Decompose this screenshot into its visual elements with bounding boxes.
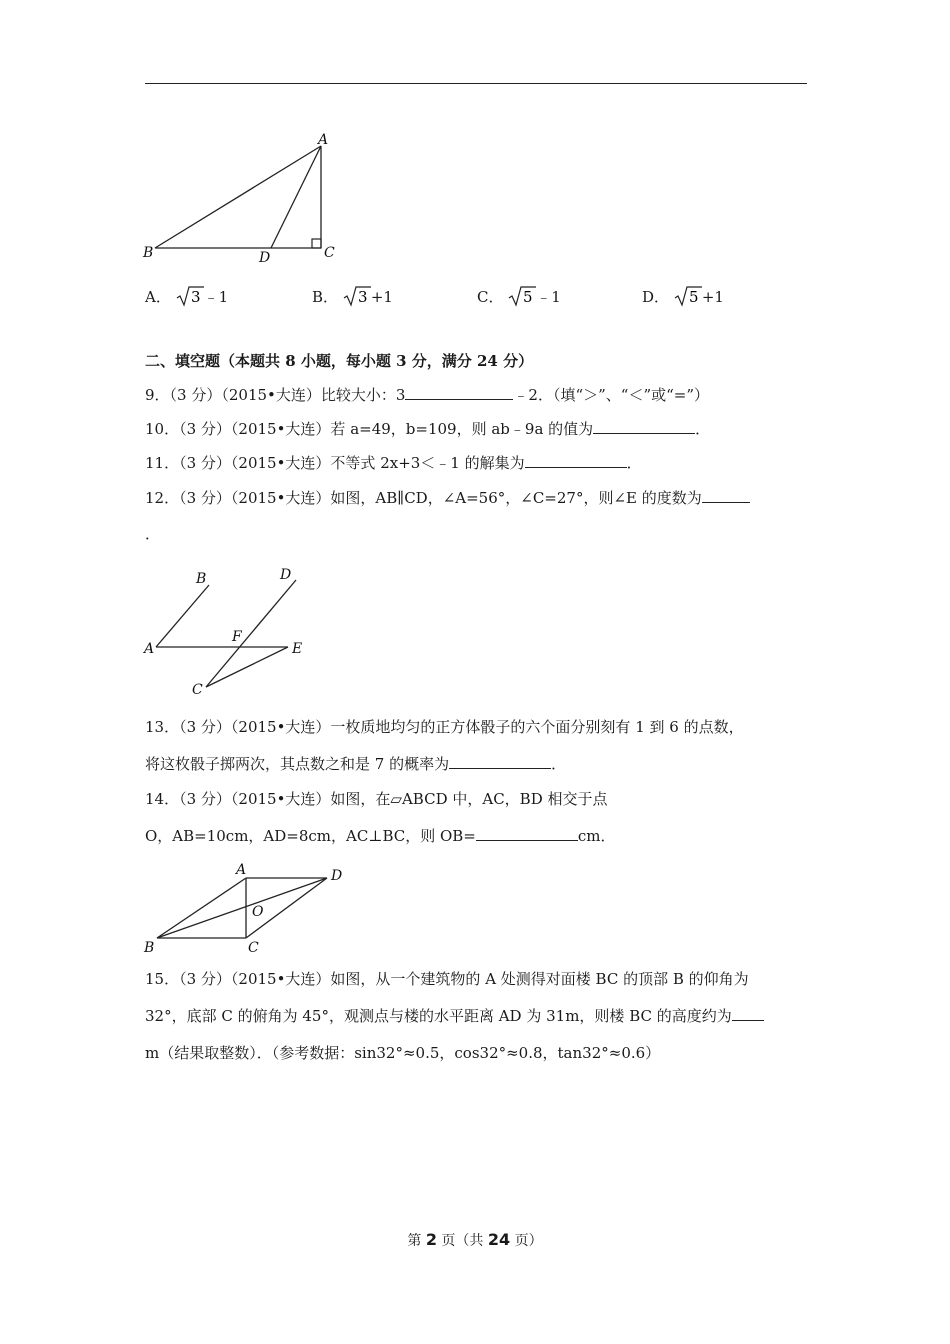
page-total: 24 <box>487 1230 511 1249</box>
label-B: B <box>144 940 155 956</box>
sqrt-icon <box>508 285 536 311</box>
label-C: C <box>248 940 259 956</box>
answer-blank <box>732 1006 764 1021</box>
label-F: F <box>232 629 242 645</box>
label-B: B <box>143 245 154 261</box>
question-10: 10．（3 分）（2015•大连）若 a=49，b=109，则 ab﹣9a 的值为 ． <box>145 420 711 438</box>
question-9: 9．（3 分）（2015•大连）比较大小：3 ﹣2．（填“＞”、“＜”或“=”） <box>145 386 710 404</box>
page-number: 2 <box>425 1230 437 1249</box>
label-A: A <box>236 862 247 878</box>
triangle-figure <box>140 130 340 274</box>
label-E: E <box>292 641 303 657</box>
option-b: B． 3 +1 <box>312 285 393 311</box>
option-a: A． 3 ﹣1 <box>145 285 228 311</box>
label-C: C <box>192 682 203 698</box>
parallel-lines-figure <box>140 563 320 707</box>
label-O: O <box>252 904 264 920</box>
question-12-end: ． <box>145 525 161 543</box>
label-D: D <box>259 250 271 266</box>
svg-text:5: 5 <box>523 288 533 306</box>
question-15-line3: m（结果取整数）．（参考数据：sin32°≈0.5，cos32°≈0.8，tan32°≈0.6） <box>145 1044 661 1062</box>
section-heading: 二、填空题（本题共 8 小题，每小题 3 分，满分 24 分） <box>145 352 534 370</box>
question-13: 13．（3 分）（2015•大连）一枚质地均匀的正方体骰子的六个面分别刻有 1 到 6 的点数， <box>145 718 744 736</box>
answer-blank <box>702 488 750 503</box>
svg-text:5: 5 <box>688 288 699 306</box>
option-d: D． 5 +1 <box>642 285 724 311</box>
page-footer: 第 2 页（共 24 页） <box>407 1230 543 1249</box>
question-12: 12．（3 分）（2015•大连）如图，AB∥CD，∠A=56°，∠C=27°，则∠E 的度数为 <box>145 488 750 508</box>
svg-text:3: 3 <box>190 288 201 306</box>
sqrt-icon <box>343 285 371 311</box>
question-13-line2: 将这枚骰子掷两次，其点数之和是 7 的概率为 ． <box>145 755 567 773</box>
svg-text:3: 3 <box>357 288 368 306</box>
label-A: A <box>318 132 329 148</box>
label-D: D <box>280 567 292 583</box>
option-c: C． 5 ﹣1 <box>477 285 561 311</box>
answer-blank <box>405 385 513 400</box>
label-B: B <box>196 571 207 587</box>
parallelogram-figure <box>140 858 360 962</box>
answer-blank <box>593 419 695 434</box>
answer-blank <box>525 453 627 468</box>
question-14: 14．（3 分）（2015•大连）如图，在▱ABCD 中，AC，BD 相交于点 <box>145 790 608 808</box>
question-14-line2: O，AB=10cm，AD=8cm，AC⊥BC，则 OB= cm． <box>145 827 616 845</box>
answer-blank <box>476 826 578 841</box>
question-15: 15．（3 分）（2015•大连）如图，从一个建筑物的 A 处测得对面楼 BC 的顶部 B 的仰角为 <box>145 970 749 988</box>
sqrt-icon <box>176 285 204 311</box>
answer-blank <box>449 754 551 769</box>
label-C: C <box>324 245 335 261</box>
question-15-line2: 32°，底部 C 的俯角为 45°，观测点与楼的水平距离 AD 为 31m，则楼 BC 的高度约为 <box>145 1006 764 1026</box>
label-A: A <box>144 641 155 657</box>
sqrt-icon <box>674 285 702 311</box>
header-rule <box>145 83 807 84</box>
question-11: 11．（3 分）（2015•大连）不等式 2x+3＜﹣1 的解集为 ． <box>145 454 642 472</box>
label-D: D <box>331 868 343 884</box>
